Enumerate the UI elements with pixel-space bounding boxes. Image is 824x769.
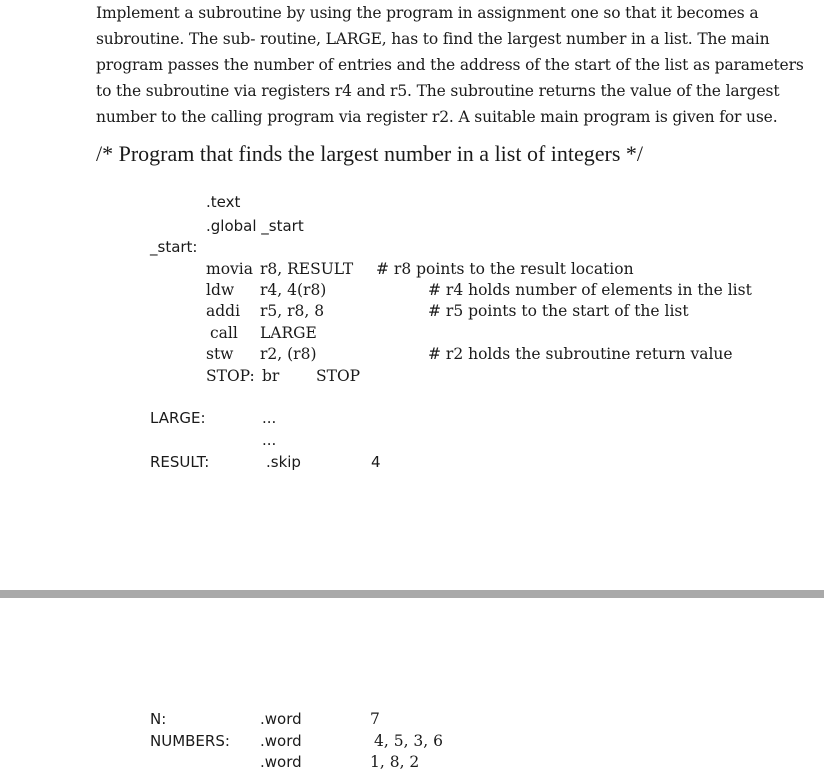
stop-mnemonic: br bbox=[262, 367, 280, 385]
ldw-mnemonic: ldw bbox=[206, 281, 235, 299]
numbers-value: 4, 5, 3, 6 bbox=[374, 732, 444, 750]
movia-mnemonic: movia bbox=[206, 260, 253, 278]
numbers-label: NUMBERS: bbox=[150, 732, 230, 750]
large-ellipsis: ... bbox=[262, 409, 277, 427]
problem-line: program passes the number of entries and the address of the start of the list as parameters bbox=[96, 56, 804, 74]
problem-line: to the subroutine via registers r4 and r5. The subroutine returns the value of the largest bbox=[96, 82, 780, 100]
stop-operands: STOP bbox=[316, 367, 361, 385]
large-ellipsis: ... bbox=[262, 431, 277, 449]
stw-comment: # r2 holds the subroutine return value bbox=[428, 345, 733, 363]
numbers-cont-directive: .word bbox=[260, 753, 302, 769]
ldw-comment: # r4 holds number of elements in the list bbox=[428, 281, 752, 299]
numbers-cont-value: 1, 8, 2 bbox=[370, 753, 420, 769]
addi-mnemonic: addi bbox=[206, 302, 241, 320]
result-directive: .skip bbox=[266, 453, 301, 471]
n-label: N: bbox=[150, 710, 167, 728]
result-value: 4 bbox=[371, 453, 381, 471]
movia-operands: r8, RESULT bbox=[260, 260, 354, 278]
problem-statement bbox=[96, 0, 808, 130]
n-value: 7 bbox=[370, 710, 380, 728]
call-mnemonic: call bbox=[210, 324, 238, 342]
addi-comment: # r5 points to the start of the list bbox=[428, 302, 689, 320]
call-operands: LARGE bbox=[260, 324, 317, 342]
stop-label: STOP: bbox=[206, 367, 255, 385]
ldw-operands: r4, 4(r8) bbox=[260, 281, 327, 299]
movia-comment: # r8 points to the result location bbox=[376, 260, 634, 278]
stw-operands: r2, (r8) bbox=[260, 345, 317, 363]
stw-mnemonic: stw bbox=[206, 345, 234, 363]
program-heading: /* Program that finds the largest number in a list of integers */ bbox=[96, 141, 644, 166]
numbers-directive: .word bbox=[260, 732, 302, 750]
problem-line: subroutine. The sub- routine, LARGE, has to find the largest number in a list. The main bbox=[96, 30, 770, 48]
problem-line: Implement a subroutine by using the program in assignment one so that it becomes a bbox=[96, 4, 759, 22]
n-directive: .word bbox=[260, 710, 302, 728]
page-divider bbox=[0, 590, 824, 598]
text-directive: .text bbox=[206, 193, 241, 211]
start-label: _start: bbox=[150, 238, 198, 256]
result-label: RESULT: bbox=[150, 453, 210, 471]
large-label: LARGE: bbox=[150, 409, 206, 427]
addi-operands: r5, r8, 8 bbox=[260, 302, 325, 320]
global-directive: .global _start bbox=[206, 217, 304, 235]
problem-line: number to the calling program via register r2. A suitable main program is given for use. bbox=[96, 108, 778, 126]
